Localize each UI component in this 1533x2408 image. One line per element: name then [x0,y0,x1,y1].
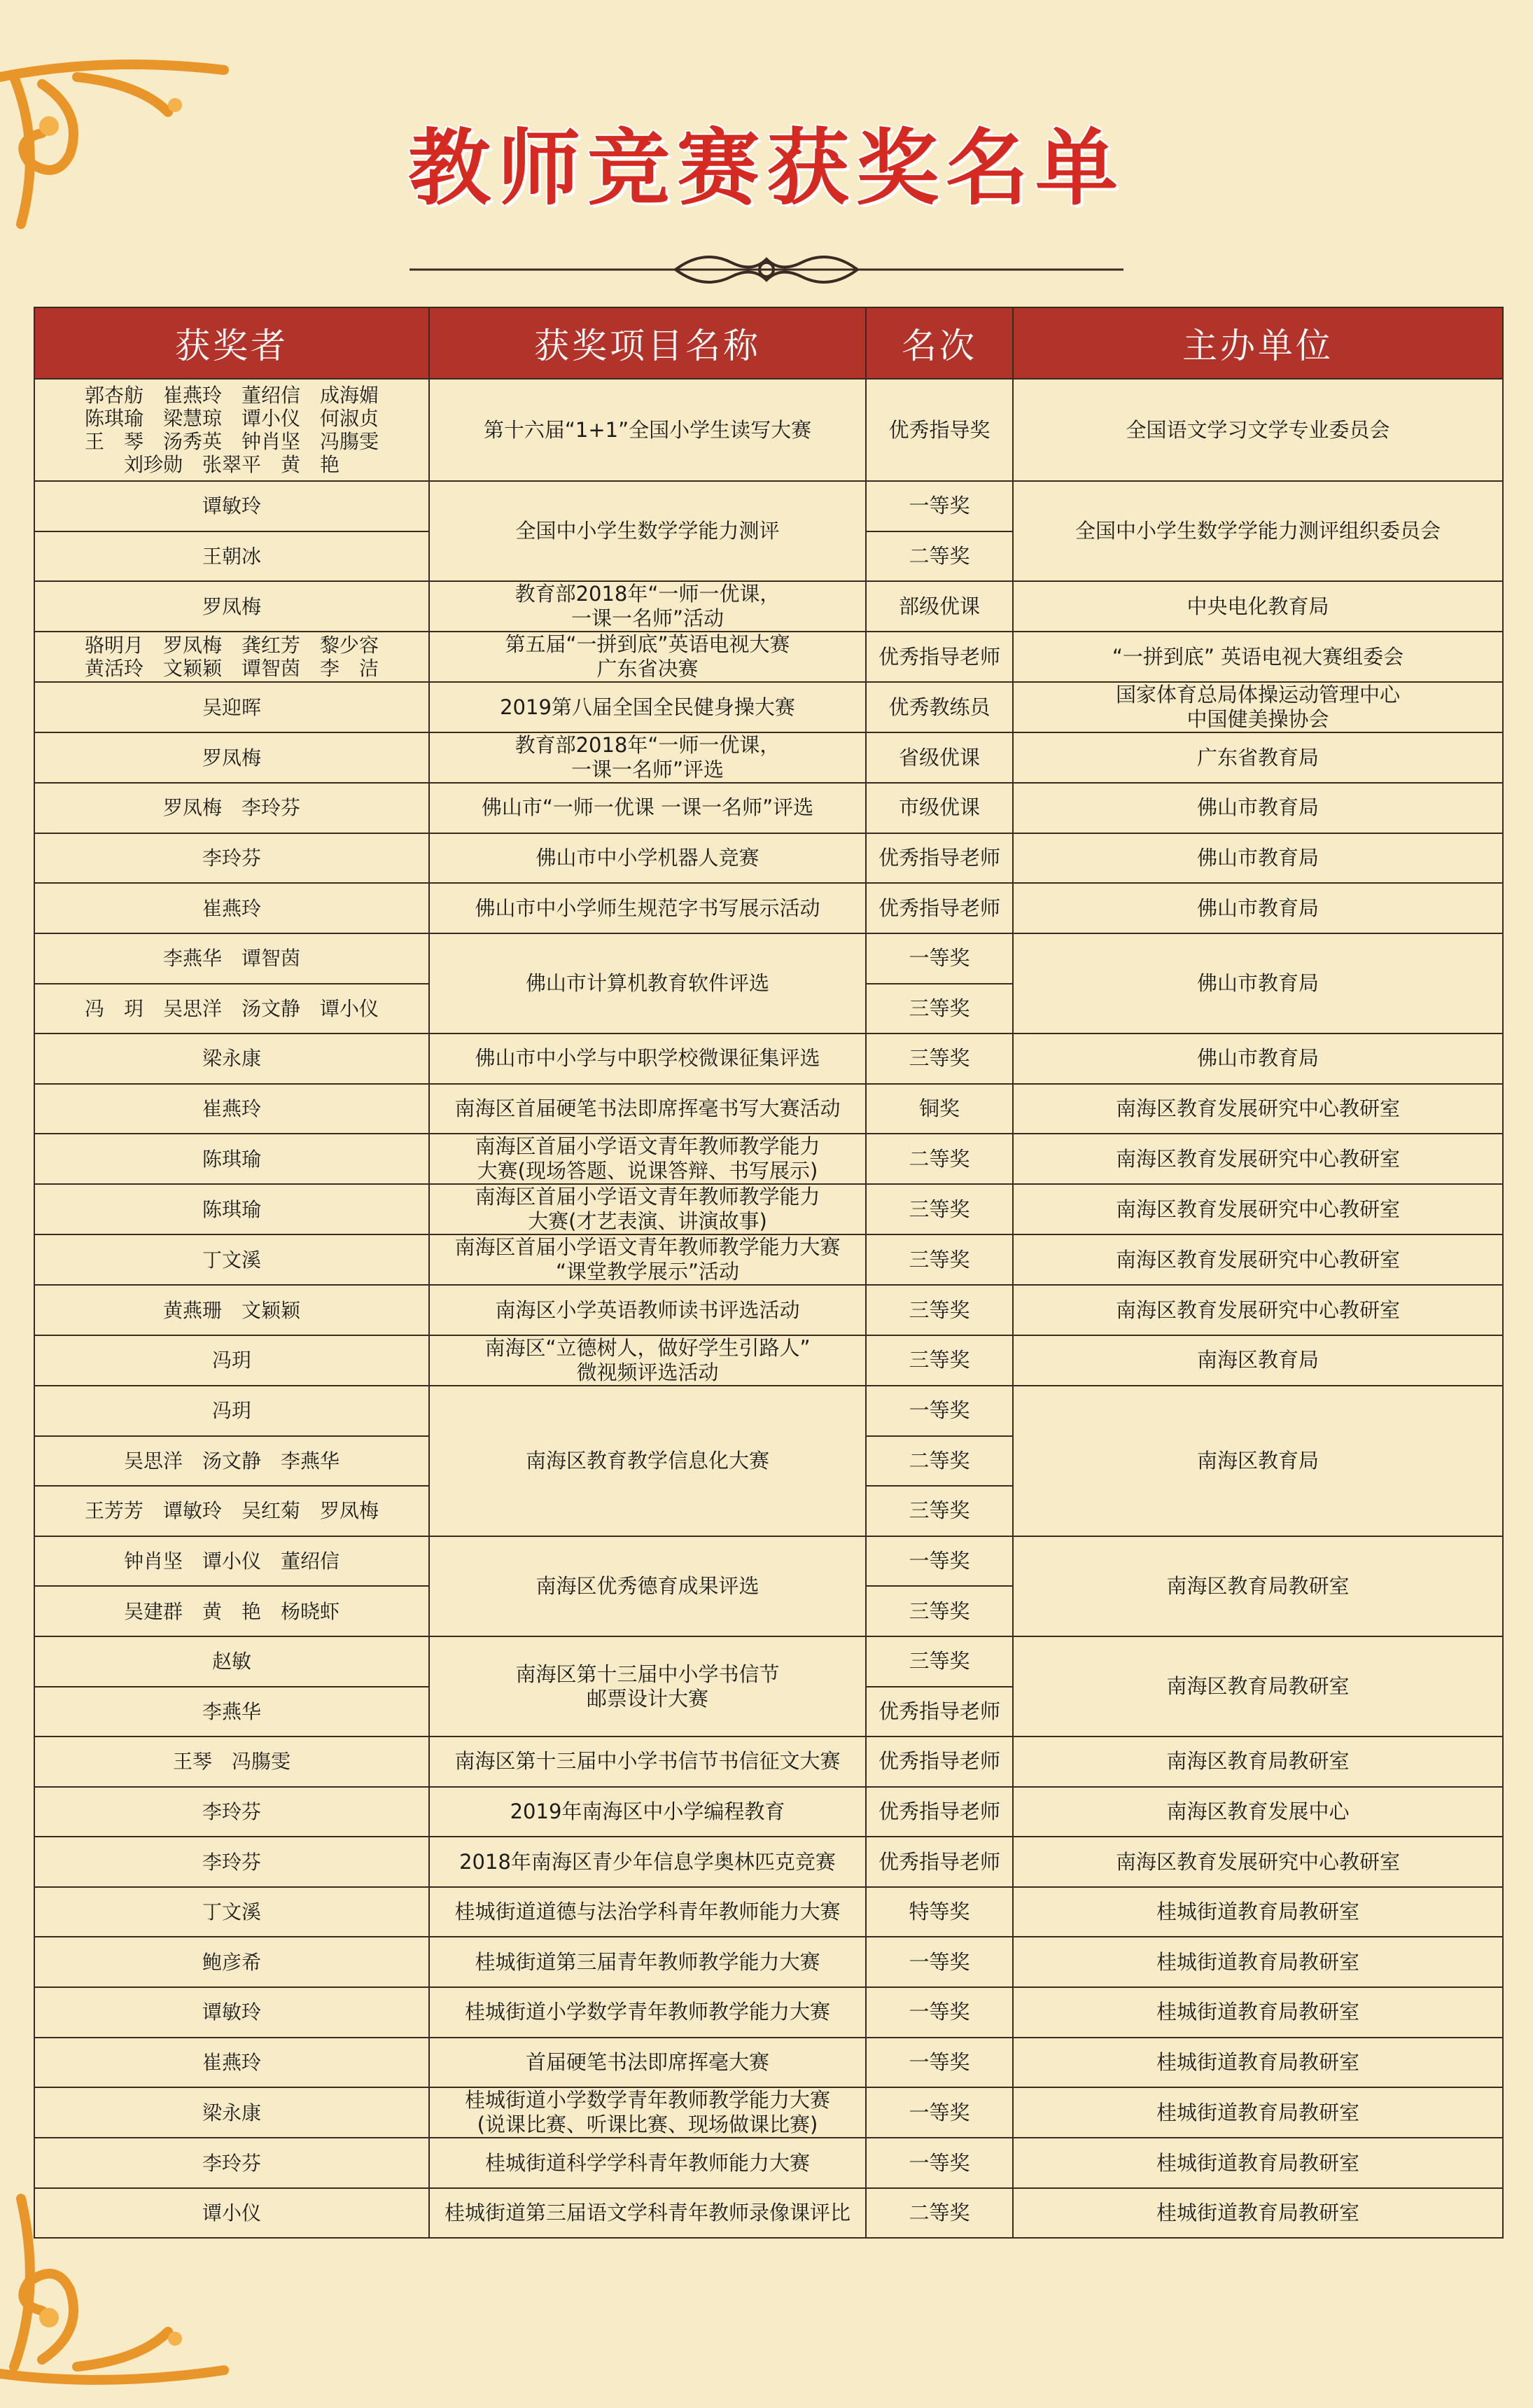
organizer-cell: 南海区教育局 [1013,1386,1503,1536]
winners-cell: 李玲芬 [34,2138,429,2188]
table-row [34,1787,1503,1837]
winners-cell: 鲍彦希 [34,1937,429,1987]
table-row [34,1335,1503,1386]
winners-cell: 冯玥 [34,1386,429,1436]
project-cell: 桂城街道第三届青年教师教学能力大赛 [429,1937,866,1987]
rank-cell: 一等奖 [866,481,1013,531]
page-title: 教师竞赛获奖名单 [407,120,1125,216]
rank-cell: 三等奖 [866,1034,1013,1084]
rank-cell: 优秀指导老师 [866,632,1013,682]
table-row [34,1084,1503,1134]
project-cell: 首届硬笔书法即席挥毫大赛 [429,2038,866,2088]
organizer-cell: 佛山市教育局 [1013,783,1503,833]
organizer-cell: 桂城街道教育局教研室 [1013,2138,1503,2188]
winners-cell: 梁永康 [34,1034,429,1084]
project-cell: 佛山市中小学师生规范字书写展示活动 [429,883,866,933]
table-row [34,481,1503,531]
header-rank: 名次 [866,307,1013,379]
winners-cell: 李燕华 谭智茵 [34,933,429,984]
winners-cell: 钟肖坚 谭小仪 董绍信 [34,1536,429,1587]
project-cell: 桂城街道科学学科青年教师能力大赛 [429,2138,866,2188]
winners-cell: 赵敏 [34,1636,429,1687]
rank-cell: 铜奖 [866,1084,1013,1134]
table-row [34,1636,1503,1687]
project-cell: 南海区首届小学语文青年教师教学能力大赛 “课堂教学展示”活动 [429,1234,866,1285]
table-row [34,732,1503,783]
organizer-cell: 桂城街道教育局教研室 [1013,1937,1503,1987]
rank-cell: 优秀指导老师 [866,1787,1013,1837]
winners-cell: 王芳芳 谭敏玲 吴红菊 罗凤梅 [34,1486,429,1536]
winners-cell: 罗凤梅 [34,581,429,632]
table-row [34,1184,1503,1234]
table-row [34,1285,1503,1335]
organizer-cell: 佛山市教育局 [1013,883,1503,933]
project-cell: 2018年南海区青少年信息学奥林匹克竞赛 [429,1837,866,1887]
winners-cell: 李燕华 [34,1687,429,1737]
organizer-cell: “一拼到底” 英语电视大赛组委会 [1013,632,1503,682]
organizer-cell: 佛山市教育局 [1013,1034,1503,1084]
winners-cell: 郭杏舫 崔燕玲 董绍信 成海媚 陈琪瑜 梁慧琼 谭小仪 何淑贞 王 琴 汤秀英 钟肖坚 冯膓雯 刘珍勋 张翠平 黄 艳 [34,379,429,481]
winners-cell: 吴建群 黄 艳 杨晓虾 [34,1586,429,1636]
rank-cell: 三等奖 [866,1586,1013,1636]
winners-cell: 冯玥 [34,1335,429,1386]
rank-cell: 一等奖 [866,1536,1013,1587]
project-cell: 南海区“立德树人，做好学生引路人” 微视频评选活动 [429,1335,866,1386]
rank-cell: 一等奖 [866,1386,1013,1436]
project-cell: 南海区第十三届中小学书信节 邮票设计大赛 [429,1636,866,1737]
organizer-cell: 广东省教育局 [1013,732,1503,783]
rank-cell: 三等奖 [866,1335,1013,1386]
project-cell: 南海区首届小学语文青年教师教学能力 大赛(现场答题、说课答辩、书写展示) [429,1134,866,1184]
table-row [34,1134,1503,1184]
project-cell: 桂城街道小学数学青年教师教学能力大赛 [429,1987,866,2038]
rank-cell: 部级优课 [866,581,1013,632]
winners-cell: 李玲芬 [34,1837,429,1887]
award-table [34,307,1504,2239]
winners-cell: 罗凤梅 [34,732,429,783]
project-cell: 佛山市“一师一优课 一课一名师”评选 [429,783,866,833]
winners-cell: 陈琪瑜 [34,1184,429,1234]
project-cell: 2019第八届全国全民健身操大赛 [429,682,866,732]
organizer-cell: 全国语文学习文学专业委员会 [1013,379,1503,481]
organizer-cell: 南海区教育发展中心 [1013,1787,1503,1837]
winners-cell: 崔燕玲 [34,2038,429,2088]
project-cell: 南海区教育教学信息化大赛 [429,1386,866,1536]
winners-cell: 李玲芬 [34,833,429,884]
winners-cell: 崔燕玲 [34,1084,429,1134]
rank-cell: 三等奖 [866,1285,1013,1335]
organizer-cell: 全国中小学生数学学能力测评组织委员会 [1013,481,1503,581]
table-row [34,1887,1503,1937]
rank-cell: 三等奖 [866,1184,1013,1234]
project-cell: 桂城街道道德与法治学科青年教师能力大赛 [429,1887,866,1937]
rank-cell: 一等奖 [866,933,1013,984]
organizer-cell: 桂城街道教育局教研室 [1013,1987,1503,2038]
rank-cell: 二等奖 [866,2188,1013,2239]
winners-cell: 陈琪瑜 [34,1134,429,1184]
rank-cell: 一等奖 [866,1937,1013,1987]
table-row [34,2038,1503,2088]
rank-cell: 二等奖 [866,1134,1013,1184]
organizer-cell: 南海区教育发展研究中心教研室 [1013,1285,1503,1335]
table-row [34,632,1503,682]
winners-cell: 吴思洋 汤文静 李燕华 [34,1436,429,1487]
table-row [34,833,1503,884]
organizer-cell: 佛山市教育局 [1013,933,1503,1034]
table-row [34,2087,1503,2138]
winners-cell: 王朝冰 [34,531,429,582]
project-cell: 全国中小学生数学学能力测评 [429,481,866,581]
rank-cell: 优秀指导老师 [866,1737,1013,1787]
table-row [34,682,1503,732]
rank-cell: 三等奖 [866,1486,1013,1536]
organizer-cell: 桂城街道教育局教研室 [1013,2087,1503,2138]
rank-cell: 一等奖 [866,2087,1013,2138]
rank-cell: 优秀指导老师 [866,883,1013,933]
header-winners: 获奖者 [34,307,429,379]
table-row [34,1937,1503,1987]
organizer-cell: 佛山市教育局 [1013,833,1503,884]
winners-cell: 丁文溪 [34,1887,429,1937]
rank-cell: 二等奖 [866,531,1013,582]
organizer-cell: 南海区教育发展研究中心教研室 [1013,1134,1503,1184]
header-project: 获奖项目名称 [429,307,866,379]
organizer-cell: 南海区教育发展研究中心教研室 [1013,1084,1503,1134]
winners-cell: 骆明月 罗凤梅 龚红芳 黎少容 黄活玲 文颖颖 谭智茵 李 洁 [34,632,429,682]
winners-cell: 罗凤梅 李玲芬 [34,783,429,833]
winners-cell: 黄燕珊 文颖颖 [34,1285,429,1335]
project-cell: 佛山市中小学机器人竞赛 [429,833,866,884]
project-cell: 南海区首届硬笔书法即席挥毫书写大赛活动 [429,1084,866,1134]
rank-cell: 二等奖 [866,1436,1013,1487]
winners-cell: 梁永康 [34,2087,429,2138]
rank-cell: 优秀指导奖 [866,379,1013,481]
organizer-cell: 南海区教育发展研究中心教研室 [1013,1837,1503,1887]
winners-cell: 王琴 冯膓雯 [34,1737,429,1787]
table-row [34,1034,1503,1084]
organizer-cell: 南海区教育局教研室 [1013,1636,1503,1737]
rank-cell: 特等奖 [866,1887,1013,1937]
table-row [34,1234,1503,1285]
project-cell: 佛山市计算机教育软件评选 [429,933,866,1034]
rank-cell: 优秀教练员 [866,682,1013,732]
rank-cell: 优秀指导老师 [866,1837,1013,1887]
project-cell: 南海区优秀德育成果评选 [429,1536,866,1636]
organizer-cell: 桂城街道教育局教研室 [1013,2038,1503,2088]
table-row [34,1737,1503,1787]
organizer-cell: 南海区教育发展研究中心教研室 [1013,1234,1503,1285]
table-row [34,581,1503,632]
table-row [34,1386,1503,1436]
table-row [34,1837,1503,1887]
header-organizer: 主办单位 [1013,307,1503,379]
table-row [34,2138,1503,2188]
project-cell: 2019年南海区中小学编程教育 [429,1787,866,1837]
decorative-divider [410,242,1124,298]
rank-cell: 优秀指导老师 [866,1687,1013,1737]
table-row [34,379,1503,481]
table-row [34,1536,1503,1587]
rank-cell: 优秀指导老师 [866,833,1013,884]
organizer-cell: 桂城街道教育局教研室 [1013,2188,1503,2239]
winners-cell: 崔燕玲 [34,883,429,933]
table-row [34,783,1503,833]
project-cell: 桂城街道第三届语文学科青年教师录像课评比 [429,2188,866,2239]
winners-cell: 丁文溪 [34,1234,429,1285]
table-row [34,2188,1503,2239]
project-cell: 第五届“一拼到底”英语电视大赛 广东省决赛 [429,632,866,682]
project-cell: 第十六届“1+1”全国小学生读写大赛 [429,379,866,481]
project-cell: 教育部2018年“一师一优课， 一课一名师”活动 [429,581,866,632]
organizer-cell: 南海区教育发展研究中心教研室 [1013,1184,1503,1234]
table-row [34,883,1503,933]
organizer-cell: 国家体育总局体操运动管理中心 中国健美操协会 [1013,682,1503,732]
header-row [34,307,1503,379]
table-row [34,933,1503,984]
project-cell: 佛山市中小学与中职学校微课征集评选 [429,1034,866,1084]
rank-cell: 一等奖 [866,1987,1013,2038]
winners-cell: 谭小仪 [34,2188,429,2239]
rank-cell: 市级优课 [866,783,1013,833]
rank-cell: 一等奖 [866,2138,1013,2188]
project-cell: 教育部2018年“一师一优课， 一课一名师”评选 [429,732,866,783]
rank-cell: 三等奖 [866,1234,1013,1285]
winners-cell: 李玲芬 [34,1787,429,1837]
organizer-cell: 桂城街道教育局教研室 [1013,1887,1503,1937]
winners-cell: 谭敏玲 [34,1987,429,2038]
rank-cell: 三等奖 [866,1636,1013,1687]
organizer-cell: 南海区教育局 [1013,1335,1503,1386]
project-cell: 南海区首届小学语文青年教师教学能力 大赛(才艺表演、讲演故事) [429,1184,866,1234]
winners-cell: 冯 玥 吴思洋 汤文静 谭小仪 [34,984,429,1034]
project-cell: 南海区第十三届中小学书信节书信征文大赛 [429,1737,866,1787]
organizer-cell: 中央电化教育局 [1013,581,1503,632]
rank-cell: 一等奖 [866,2038,1013,2088]
table-row [34,1987,1503,2038]
rank-cell: 省级优课 [866,732,1013,783]
winners-cell: 吴迎晖 [34,682,429,732]
rank-cell: 三等奖 [866,984,1013,1034]
winners-cell: 谭敏玲 [34,481,429,531]
project-cell: 南海区小学英语教师读书评选活动 [429,1285,866,1335]
project-cell: 桂城街道小学数学青年教师教学能力大赛 (说课比赛、听课比赛、现场做课比赛) [429,2087,866,2138]
organizer-cell: 南海区教育局教研室 [1013,1536,1503,1636]
organizer-cell: 南海区教育局教研室 [1013,1737,1503,1787]
